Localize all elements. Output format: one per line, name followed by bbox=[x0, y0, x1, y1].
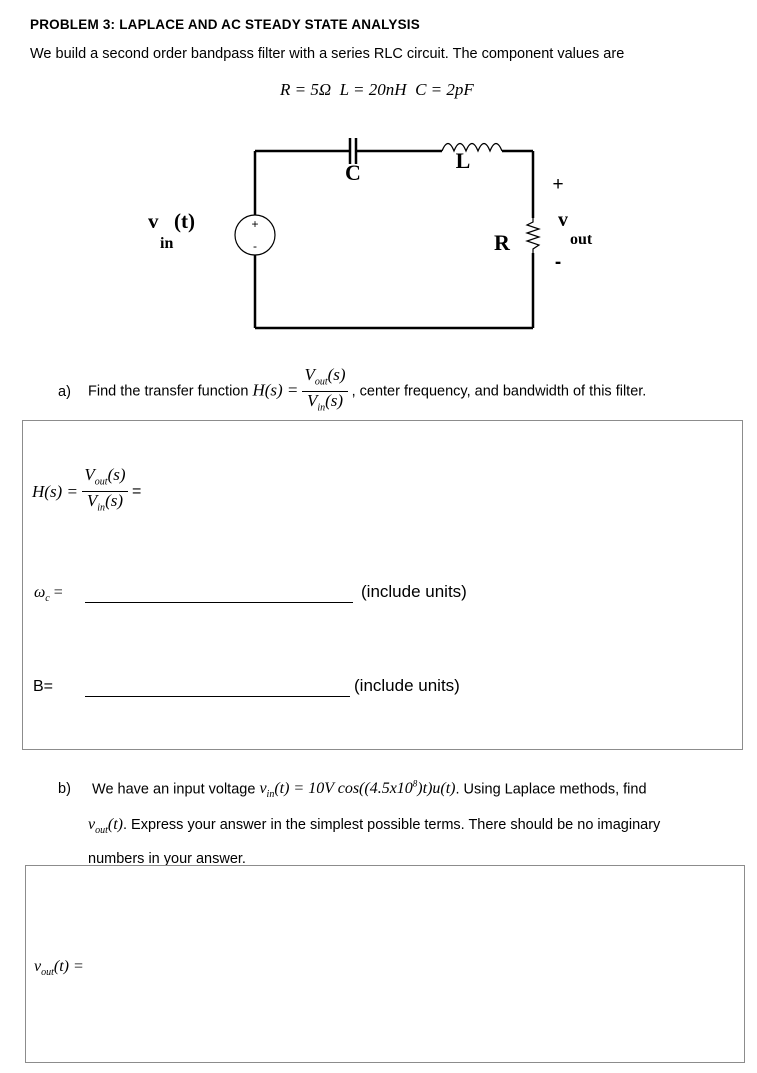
answer-fraction: $\frac{V_{out}(s)}{V_{in}(s)}$ bbox=[84, 465, 126, 514]
resistor-label: R bbox=[494, 230, 510, 255]
problem-title bbox=[30, 17, 420, 32]
source-label-arg: (t) bbox=[174, 209, 195, 233]
problem-intro: We build a second order bandpass filter with a series RLC circuit. The component values are bbox=[30, 46, 625, 62]
wc-units-hint: (include units) bbox=[361, 582, 467, 601]
bandwidth-units-hint: (include units) bbox=[354, 676, 460, 695]
value-c: C = 2pF bbox=[415, 80, 474, 99]
rlc-circuit-diagram bbox=[130, 128, 600, 340]
component-values bbox=[280, 80, 474, 100]
answer-transfer-function bbox=[32, 466, 141, 518]
part-b-text3: . Express your answer in the simplest possible terms. There should be no imaginary bbox=[123, 816, 661, 833]
source-minus-sign: - bbox=[253, 239, 257, 253]
bandwidth-label: B= bbox=[33, 678, 54, 695]
part-b-text2: . Using Laplace methods, find bbox=[455, 781, 647, 798]
problem-number: PROBLEM 3: bbox=[30, 17, 116, 32]
problem-heading: LAPLACE AND AC STEADY STATE ANALYSIS bbox=[119, 17, 420, 32]
part-b-question bbox=[58, 770, 738, 874]
value-l: L = 20nH bbox=[339, 80, 407, 99]
part-a-fraction: $\frac{V_{out}(s)}{V_{in}(s)}$ bbox=[304, 365, 346, 414]
part-b-label: b) bbox=[58, 781, 71, 798]
answer-h-expr: H(s) = bbox=[32, 481, 78, 501]
source-label-v: v bbox=[148, 209, 159, 233]
part-a-h-expr: H(s) = bbox=[252, 380, 299, 400]
part-a-label: a) bbox=[58, 383, 71, 400]
inductor-label: L bbox=[455, 148, 471, 173]
part-a-text-after: , center frequency, and bandwidth of this filter. bbox=[351, 383, 647, 400]
source-plus-sign: + bbox=[251, 217, 259, 231]
output-minus-sign: - bbox=[554, 252, 562, 273]
value-r: R = 5Ω bbox=[280, 80, 332, 99]
part-b-text4: numbers in your answer. bbox=[88, 850, 246, 867]
bandwidth-answer-line[interactable] bbox=[85, 696, 350, 697]
source-label-sub: in bbox=[160, 235, 174, 252]
part-b-answer-box[interactable] bbox=[25, 865, 745, 1063]
inductor-coil bbox=[442, 144, 502, 152]
wc-answer-line[interactable] bbox=[85, 602, 353, 603]
part-b-vin-expr: $v_{in}(t) = 10V$ $\cos((4.5x10^8)t)u(t)$ bbox=[259, 779, 456, 801]
resistor-zigzag bbox=[527, 218, 539, 253]
output-label-sub: out bbox=[570, 231, 593, 248]
part-b-vout-expr: $v_{out}(t)$ bbox=[88, 815, 123, 836]
capacitor-label: C bbox=[345, 160, 361, 185]
answer-equals: = bbox=[131, 482, 142, 500]
part-b-text1: We have an input voltage bbox=[92, 781, 256, 798]
part-a-question bbox=[58, 366, 646, 418]
output-plus-sign: + bbox=[552, 174, 564, 195]
answer-vout-expr: $v_{out}(t)$ = bbox=[34, 958, 84, 979]
wc-label: $\omega_c$ = bbox=[34, 584, 63, 605]
part-a-text-before: Find the transfer function bbox=[88, 383, 249, 400]
output-label-v: v bbox=[558, 209, 568, 231]
